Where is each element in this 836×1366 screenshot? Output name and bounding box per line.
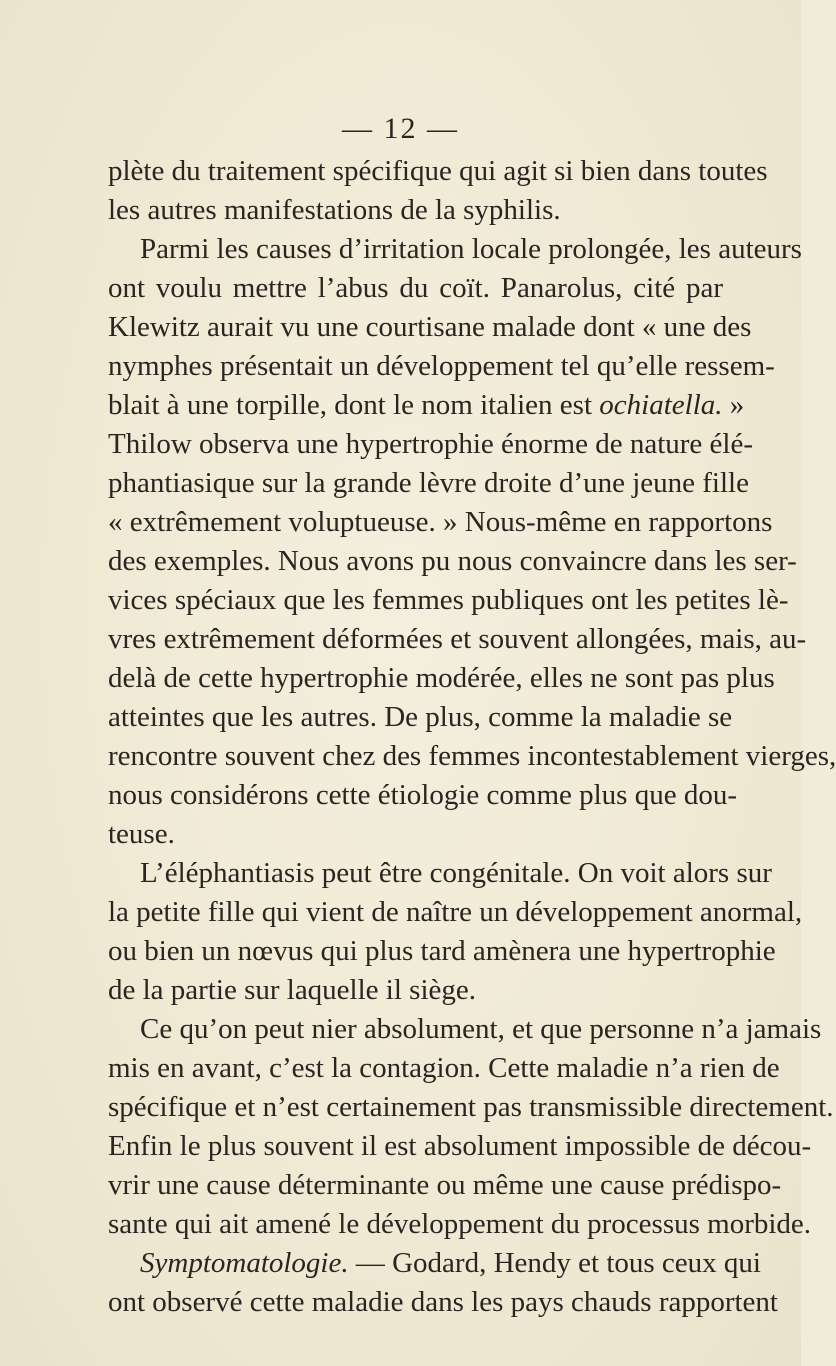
text-line: vres extrêmement déformées et souvent allongées, mais, au- [108,623,807,655]
text-line: plète du traitement spécifique qui agit si bien dans toutes [108,155,768,187]
text-line: vrir une cause déterminante ou même une cause prédispo- [108,1169,782,1201]
text-line: Ce qu’on peut nier absolument, et que personne n’a jamais [140,1013,822,1045]
text-line: Thilow observa une hypertrophie énorme de nature élé- [108,428,753,460]
section-heading: Symptomatologie. [140,1247,349,1279]
text-line: la petite fille qui vient de naître un développement anormal, [108,896,803,928]
page-number: — 12 — [342,112,459,145]
text-line: atteintes que les autres. De plus, comme la maladie se [108,701,733,733]
text-line: nymphes présentait un développement tel qu’elle ressem- [108,350,775,382]
text-line: sante qui ait amené le développement du processus morbide. [108,1208,812,1240]
text-line: des exemples. Nous avons pu nous convaincre dans les ser- [108,545,797,577]
text-line [108,386,745,425]
text-line: Klewitz aurait vu une courtisane malade dont « une des [108,311,752,343]
text-line: rencontre souvent chez des femmes incontestablement vierges, [108,740,836,772]
text-line: Enfin le plus souvent il est absolument impossible de décou- [108,1130,812,1162]
text-line: phantiasique sur la grande lèvre droite d’une jeune fille [108,467,749,499]
text-line: teuse. [108,818,175,850]
text-line: nous considérons cette étiologie comme plus que dou- [108,779,737,811]
text-line: mis en avant, c’est la contagion. Cette maladie n’a rien de [108,1052,780,1084]
text-line: de la partie sur laquelle il siège. [108,974,476,1006]
text-line: L’éléphantiasis peut être congénitale. On voit alors sur [140,857,772,889]
text-line: vices spéciaux que les femmes publiques ont les petites lè- [108,584,789,616]
text-line: les autres manifestations de la syphilis. [108,194,561,226]
text-segment: blait à une torpille, dont le nom italien est [108,389,600,421]
italic-term: ochiatella. [599,389,723,421]
text-line: « extrêmement voluptueuse. » Nous-même en rapportons [108,506,773,538]
text-line: delà de cette hypertrophie modérée, elles ne sont pas plus [108,662,775,694]
text-line: spécifique et n’est certainement pas transmissible directement. [108,1091,834,1123]
body-text [108,152,836,1322]
text-line: ont observé cette maladie dans les pays chauds rapportent [108,1286,778,1318]
text-line: ont voulu mettre l’abus du coït. Panarolus, cité par [108,272,723,304]
text-segment: — Godard, Hendy et tous ceux qui [348,1247,761,1279]
text-line: ou bien un nœvus qui plus tard amènera une hypertrophie [108,935,776,967]
text-segment: » [722,389,745,421]
text-line: Parmi les causes d’irritation locale prolongée, les auteurs [140,233,802,265]
text-line [108,1244,761,1283]
